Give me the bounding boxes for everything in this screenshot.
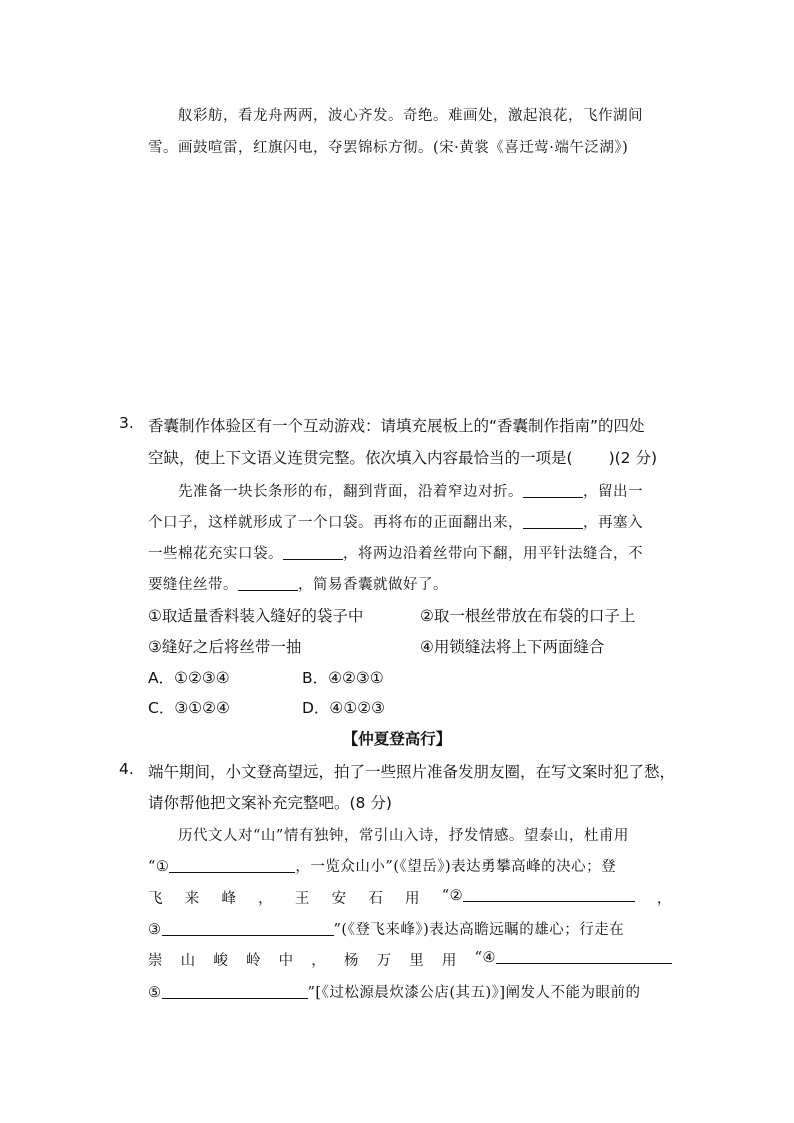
poem-line-2: 雪。画鼓喧雷，红旗闪电，夺罢锦标方彻。(宋·黄裳《喜迁莺·端午泛湖》) (148, 140, 629, 156)
q3-stem-line-2 (148, 446, 657, 468)
q4-number: 4. (119, 760, 134, 778)
fill-blank-1[interactable] (523, 483, 583, 498)
q3-option-2: ②取一根丝带放在布袋的口子上 (420, 607, 636, 625)
poem-line-1: 舣彩舫，看龙舟两两，波心齐发。奇绝。难画处，激起浪花，飞作湖间 (178, 108, 643, 124)
q4-passage-line-3: 飞 来 峰 ， 王 安 石 用 “② ， (148, 888, 672, 907)
q3-passage-line-4: 要缝住丝带。 ，简易香囊就做好了。 (148, 577, 448, 593)
q4-passage-line-6: ⑤ ”[《过松源晨炊漆公店(其五)》]阐发人不能为眼前的 (148, 985, 641, 1001)
section-title: 【仲夏登高行】 (342, 730, 452, 748)
q3-passage-line-3: 一些棉花充实口袋。 ，将两边沿着丝带向下翻，用平针法缝合，不 (148, 546, 643, 562)
q4-passage-line-1: 历代文人对“山”情有独钟，常引山入诗，抒发情感。望泰山，杜甫用 (178, 828, 629, 844)
q3-choice-b[interactable]: B．④②③① (302, 669, 384, 687)
q3-option-1: ①取适量香料装入缝好的袋子中 (148, 607, 364, 625)
q3-choice-d[interactable]: D．④①②③ (302, 699, 386, 717)
fill-blank-poem-2[interactable] (463, 887, 635, 902)
q3-stem-line-2-text: 空缺，使上下文语义连贯完整。依次填入内容最恰当的一项是( (148, 449, 573, 467)
fill-blank-poem-5[interactable] (162, 984, 308, 999)
q3-passage-line-2: 个口子，这样就形成了一个口袋。再将布的正面翻出来， ，再塞入 (148, 515, 643, 531)
fill-blank-4[interactable] (238, 576, 298, 591)
fill-blank-poem-3[interactable] (162, 921, 334, 936)
q3-number: 3. (119, 414, 134, 432)
q3-stem-line-1: 香囊制作体验区有一个互动游戏：请填充展板上的“香囊制作指南”的四处 (148, 417, 645, 435)
fill-blank-2[interactable] (523, 514, 583, 529)
fill-blank-poem-4[interactable] (496, 949, 672, 964)
q3-option-3: ③缝好之后将丝带一抽 (148, 638, 302, 656)
fill-blank-poem-1[interactable] (169, 858, 295, 873)
fill-blank-3[interactable] (283, 545, 343, 560)
q4-passage-line-5: 崇 山 峻 岭 中 ， 杨 万 里 用 “④ (148, 949, 672, 970)
q4-stem-line-2: 请你帮他把文案补充完整吧。(8 分) (148, 794, 392, 812)
q3-option-4: ④用锁缝法将上下两面缝合 (420, 638, 605, 656)
q3-choice-a[interactable]: A．①②③④ (148, 669, 230, 687)
q4-passage-line-4: ③ ”(《登飞来峰》)表达高瞻远瞩的雄心；行走在 (148, 922, 625, 938)
q3-passage-line-1: 先准备一块长条形的布，翻到背面，沿着窄边对折。 ，留出一 (178, 484, 643, 500)
q3-score: )(2 分) (608, 449, 657, 467)
q4-passage-line-2: “① ，一览众山小”(《望岳》)表达勇攀高峰的决心；登 (148, 859, 617, 875)
q3-choice-c[interactable]: C．③①②④ (148, 699, 230, 717)
q4-stem-line-1: 端午期间，小文登高望远，拍了一些照片准备发朋友圈，在写文案时犯了愁， (148, 763, 676, 781)
